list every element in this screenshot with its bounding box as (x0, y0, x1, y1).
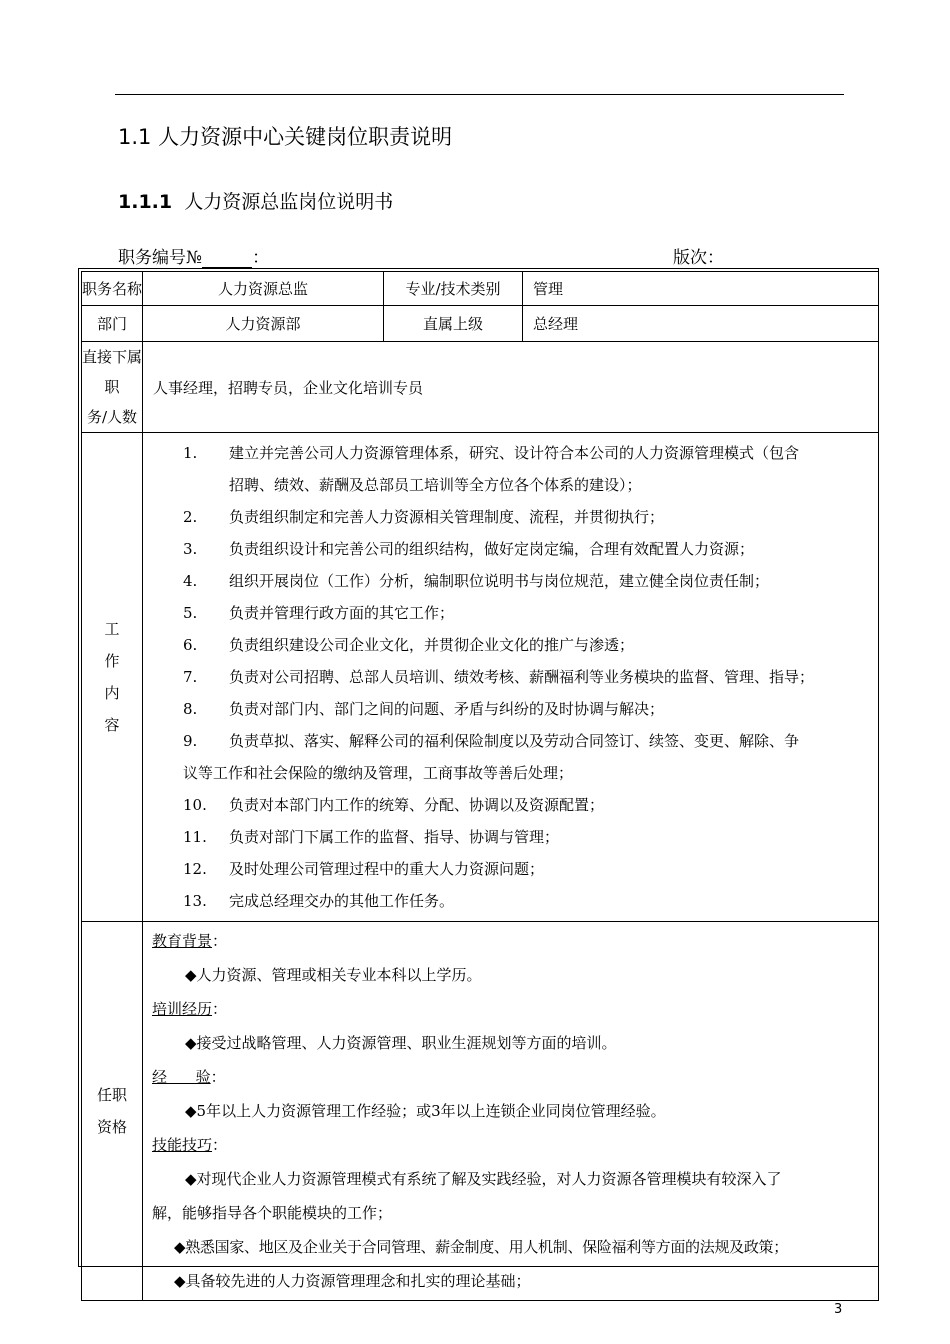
table-row (82, 922, 879, 1301)
list-item: 2. 负责组织制定和完善人力资源相关管理制度、流程，并贯彻执行； (183, 508, 665, 526)
list-item: 6. 负责组织建设公司企业文化，并贯彻企业文化的推广与渗透； (183, 636, 635, 654)
job-code (118, 243, 269, 268)
superior-value: 总经理 (523, 306, 879, 342)
training-item: ◆接受过战略管理、人力资源管理、职业生涯规划等方面的培训。 (185, 1034, 617, 1052)
list-item: 12. 及时处理公司管理过程中的重大人力资源问题； (183, 860, 545, 878)
subsection-number: 1.1.1 (118, 191, 173, 213)
subordinates-label (82, 342, 143, 433)
subsection-heading (118, 187, 393, 214)
work-label-char: 容 (104, 716, 120, 734)
job-code-label: 职务编号№ (118, 248, 203, 268)
experience-item: ◆5年以上人力资源管理工作经验；或3年以上连锁企业同岗位管理经验。 (185, 1102, 666, 1120)
page-number: 3 (834, 1302, 843, 1317)
qual-label-line1: 任职 (96, 1086, 127, 1104)
job-title-value: 人力资源总监 (143, 272, 384, 306)
list-item: 1. 建立并完善公司人力资源管理体系，研究、设计符合本公司的人力资源管理模式（包含 招聘、绩效、薪酬及总部员工培训等全方位各个体系的建设）； (183, 444, 800, 494)
list-item: 4. 组织开展岗位（工作）分析，编制职位说明书与岗位规范，建立健全岗位责任制； (183, 572, 770, 590)
training-title: 培训经历： (152, 1000, 228, 1018)
list-item: 9. 负责草拟、落实、解释公司的福利保险制度以及劳动合同签订、续签、变更、解除、争 (183, 732, 800, 750)
document-meta (118, 243, 878, 267)
department-value: 人力资源部 (143, 306, 384, 342)
job-title-label: 职务名称 (82, 272, 143, 306)
department-label: 部门 (82, 306, 143, 342)
education-item: ◆人力资源、管理或相关专业本科以上学历。 (185, 966, 482, 984)
list-item: 13. 完成总经理交办的其他工作任务。 (183, 892, 455, 910)
work-label-char: 内 (104, 684, 120, 702)
superior-label: 直属上级 (384, 306, 523, 342)
version-label: 版次： (673, 248, 724, 268)
duties-cell (143, 433, 879, 922)
table-row (82, 342, 879, 433)
table-row (82, 433, 879, 922)
skills-title: 技能技巧： (152, 1136, 228, 1154)
subordinates-label-line1: 直接下属职 (82, 348, 143, 396)
list-item: 7. 负责对公司招聘、总部人员培训、绩效考核、薪酬福利等业务模块的监督、管理、指导； (183, 668, 815, 686)
work-label-char: 工 (104, 620, 120, 638)
job-description-table (81, 271, 879, 1301)
table-row (82, 272, 879, 306)
list-item: 11. 负责对部门下属工作的监督、指导、协调与管理； (183, 828, 560, 846)
section-heading: 1.1 人力资源中心关键岗位职责说明 (118, 125, 453, 149)
qual-label-line2: 资格 (96, 1118, 127, 1136)
skill-item: ◆对现代企业人力资源管理模式有系统了解及实践经验，对人力资源各管理模块有较深入了 (185, 1170, 782, 1188)
subordinates-label-line2: 务/人数 (86, 408, 138, 426)
category-value: 管理 (523, 272, 879, 306)
skill-item: ◆具备较先进的人力资源管理理念和扎实的理论基础； (174, 1272, 531, 1290)
work-label-char: 作 (104, 652, 120, 670)
list-item-continuation: 议等工作和社会保险的缴纳及管理，工商事故等善后处理； (183, 764, 574, 782)
skill-item-continuation: 解，能够指导各个职能模块的工作； (152, 1204, 393, 1222)
list-item: 3. 负责组织设计和完善公司的组织结构，做好定岗定编，合理有效配置人力资源； (183, 540, 755, 558)
experience-title: 经 验： (152, 1068, 226, 1086)
skill-item: ◆熟悉国家、地区及企业关于合同管理、薪金制度、用人机制、保险福利等方面的法规及政策； (174, 1238, 788, 1256)
qualifications-label (82, 922, 143, 1301)
category-label: 专业/技术类别 (384, 272, 523, 306)
education-title: 教育背景： (152, 932, 228, 950)
job-code-suffix: ： (252, 248, 270, 268)
table-row (82, 306, 879, 342)
subordinates-value: 人事经理，招聘专员，企业文化培训专员 (143, 342, 879, 433)
list-item: 8. 负责对部门内、部门之间的问题、矛盾与纠纷的及时协调与解决； (183, 700, 665, 718)
header-rule (115, 94, 844, 95)
qualifications-cell (143, 922, 879, 1301)
list-item: 5. 负责并管理行政方面的其它工作； (183, 604, 455, 622)
list-item: 10. 负责对本部门内工作的统筹、分配、协调以及资源配置； (183, 796, 605, 814)
job-code-blank (202, 250, 252, 268)
work-content-label (82, 433, 143, 922)
subsection-title: 人力资源总监岗位说明书 (184, 191, 394, 213)
